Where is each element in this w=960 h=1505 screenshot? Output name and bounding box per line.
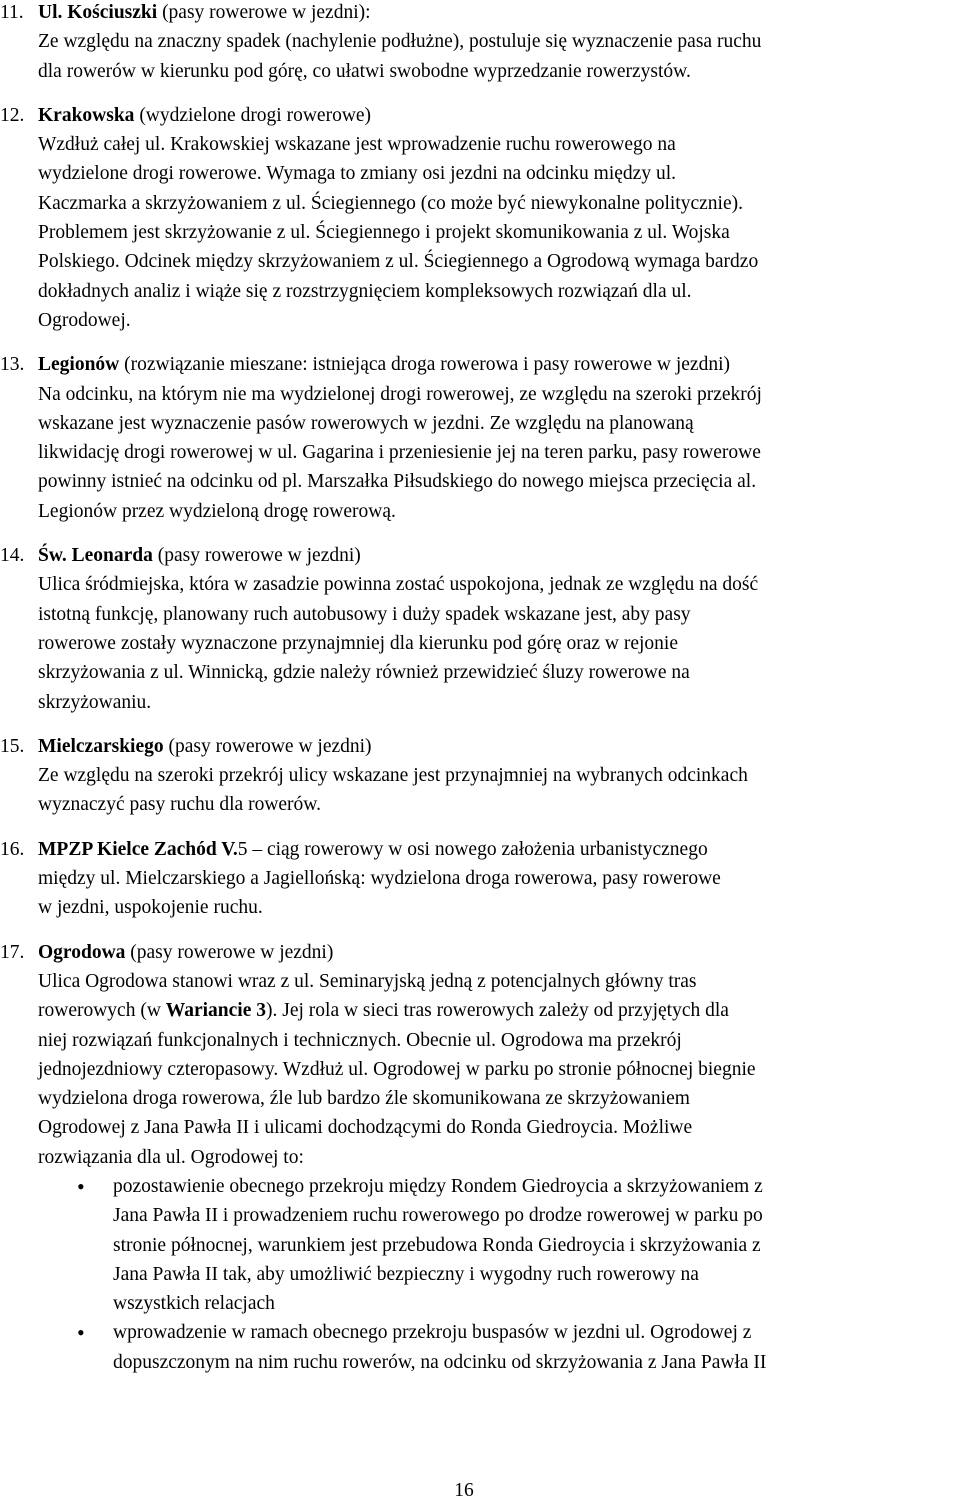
paragraph-line: w jezdni, uspokojenie ruchu. bbox=[38, 897, 263, 919]
list-item bbox=[0, 1318, 960, 1377]
section-number: 15. bbox=[0, 735, 25, 757]
list-item-line: dopuszczonym na nim ruchu rowerów, na odcinku od skrzyżowania z Jana Pawła II bbox=[113, 1351, 767, 1373]
paragraph-line: skrzyżowaniu. bbox=[38, 691, 152, 713]
section-heading bbox=[0, 101, 960, 130]
paragraph-line: istotną funkcję, planowany ruch autobusowy i duży spadek wskazane jest, aby pasy bbox=[38, 603, 691, 625]
paragraph-line: Wzdłuż całej ul. Krakowskiej wskazane jest wprowadzenie ruchu rowerowego na bbox=[38, 134, 676, 156]
section-17 bbox=[0, 938, 960, 1377]
paragraph-line: Ogrodowej z Jana Pawła II i ulicami dochodzącymi do Ronda Giedroycia. Możliwe bbox=[38, 1117, 693, 1139]
options-list bbox=[0, 1172, 960, 1377]
section-heading bbox=[0, 732, 960, 761]
section-heading bbox=[0, 0, 960, 27]
solution-type: (wydzielone drogi rowerowe) bbox=[134, 104, 372, 126]
paragraph-line: Ze względu na szeroki przekrój ulicy wskazane jest przynajmniej na wybranych odcinkach bbox=[38, 765, 748, 787]
list-item-line: wszystkich relacjach bbox=[113, 1293, 275, 1315]
variant-reference: Wariancie 3 bbox=[165, 1000, 266, 1022]
paragraph-line: wydzielone drogi rowerowe. Wymaga to zmiany osi jezdni na odcinku między ul. bbox=[38, 163, 676, 185]
paragraph-line: rozwiązania dla ul. Ogrodowej to: bbox=[38, 1146, 304, 1168]
section-number: 13. bbox=[0, 354, 25, 376]
paragraph-line: likwidację drogi rowerowej w ul. Gagarina i przeniesienie jej na teren parku, pasy rowerowe bbox=[38, 442, 761, 464]
paragraph-line: dla rowerów w kierunku pod górę, co ułatwi swobodne wyprzedzanie rowerzystów. bbox=[38, 60, 691, 82]
text-run: rowerowych (w bbox=[38, 1000, 166, 1022]
paragraph-line: skrzyżowania z ul. Winnicką, gdzie należy również przewidzieć śluzy rowerowe na bbox=[38, 662, 690, 684]
paragraph-line: Problemem jest skrzyżowanie z ul. Ściegiennego i projekt skomunikowania z ul. Wojska bbox=[38, 222, 730, 244]
paragraph-line: Ulica śródmiejska, która w zasadzie powinna zostać uspokojona, jednak ze względu na dość bbox=[38, 574, 759, 596]
paragraph-line bbox=[0, 996, 960, 1025]
paragraph-line: Ogrodowej. bbox=[38, 309, 131, 331]
section-number: 16. bbox=[0, 838, 25, 860]
section-number: 14. bbox=[0, 545, 25, 567]
street-name: Krakowska bbox=[38, 104, 135, 126]
street-name: Ogrodowa bbox=[38, 941, 126, 963]
section-14 bbox=[0, 541, 960, 717]
street-name: Legionów bbox=[38, 354, 120, 376]
list-item-line: • pozostawienie obecnego przekroju między Rondem Giedroycia a skrzyżowaniem z bbox=[113, 1175, 763, 1197]
paragraph-line: dokładnych analiz i wiąże się z rozstrzygnięciem kompleksowych rozwiązań dla ul. bbox=[38, 280, 692, 302]
street-name: Św. Leonarda bbox=[38, 545, 153, 567]
section-11 bbox=[0, 0, 960, 86]
paragraph-line: jednojezdniowy czteropasowy. Wzdłuż ul. Ogrodowej w parku po stronie północnej biegnie bbox=[38, 1058, 756, 1080]
section-heading bbox=[0, 835, 960, 864]
solution-type: (pasy rowerowe w jezdni) bbox=[163, 735, 372, 757]
solution-type: (pasy rowerowe w jezdni): bbox=[157, 2, 371, 23]
paragraph-line: między ul. Mielczarskiego a Jagiellońską: wydzielona droga rowerowa, pasy rowerowe bbox=[38, 868, 721, 890]
paragraph-line: wskazane jest wyznaczenie pasów rowerowych w jezdni. Ze względu na planowaną bbox=[38, 412, 694, 434]
solution-type: (rozwiązanie mieszane: istniejąca droga rowerowa i pasy rowerowe w jezdni) bbox=[119, 354, 730, 376]
paragraph-line: Kaczmarka a skrzyżowaniem z ul. Ściegiennego (co może być niewykonalne politycznie). bbox=[38, 192, 743, 214]
section-heading bbox=[0, 938, 960, 967]
paragraph-line: Polskiego. Odcinek między skrzyżowaniem z ul. Ściegiennego a Ogrodową wymaga bardzo bbox=[38, 251, 759, 273]
section-12 bbox=[0, 101, 960, 335]
paragraph-line: powinny istnieć na odcinku od pl. Marszałka Piłsudskiego do nowego miejsca przecięcia al. bbox=[38, 471, 757, 493]
solution-type: 5 – ciąg rowerowy w osi nowego założenia urbanistycznego bbox=[237, 838, 708, 860]
solution-type: (pasy rowerowe w jezdni) bbox=[125, 941, 334, 963]
street-name: Mielczarskiego bbox=[38, 735, 164, 757]
paragraph-line: Na odcinku, na którym nie ma wydzielonej drogi rowerowej, ze względu na szeroki przekrój bbox=[38, 383, 762, 405]
paragraph-line: Legionów przez wydzieloną drogę rowerową. bbox=[38, 500, 396, 522]
section-16 bbox=[0, 835, 960, 923]
section-number: 11. bbox=[0, 2, 24, 23]
paragraph-line: niej rozwiązań funkcjonalnych i technicznych. Obecnie ul. Ogrodowa ma przekrój bbox=[38, 1029, 682, 1051]
paragraph-line: wyznaczyć pasy ruchu dla rowerów. bbox=[38, 794, 321, 816]
page-number: 16 bbox=[454, 1480, 474, 1501]
list-item-line: Jana Pawła II i prowadzeniem ruchu rowerowego po drodze rowerowej w parku po bbox=[113, 1205, 763, 1227]
list-item-line: Jana Pawła II tak, aby umożliwić bezpieczny i wygodny ruch rowerowy na bbox=[113, 1263, 699, 1285]
street-name: Ul. Kościuszki bbox=[38, 2, 158, 23]
list-item bbox=[0, 1172, 960, 1318]
text-run: ). Jej rola w sieci tras rowerowych zależy od przyjętych dla bbox=[266, 1000, 729, 1022]
paragraph-line: Ulica Ogrodowa stanowi wraz z ul. Seminaryjską jedną z potencjalnych główny tras bbox=[38, 970, 697, 992]
plan-name: MPZP Kielce Zachód V. bbox=[38, 838, 238, 860]
section-number: 12. bbox=[0, 104, 25, 126]
list-item-line: • wprowadzenie w ramach obecnego przekroju buspasów w jezdni ul. Ogrodowej z bbox=[113, 1322, 752, 1344]
section-number: 17. bbox=[0, 941, 25, 963]
solution-type: (pasy rowerowe w jezdni) bbox=[152, 545, 361, 567]
list-item-line: stronie północnej, warunkiem jest przebudowa Ronda Giedroycia i skrzyżowania z bbox=[113, 1234, 761, 1256]
paragraph-line: Ze względu na znaczny spadek (nachylenie podłużne), postuluje się wyznaczenie pasa ruchu bbox=[38, 31, 762, 53]
section-heading bbox=[0, 541, 960, 570]
paragraph-line: wydzielona droga rowerowa, źle lub bardzo źle skomunikowana ze skrzyżowaniem bbox=[38, 1088, 690, 1110]
section-15 bbox=[0, 732, 960, 820]
section-13 bbox=[0, 350, 960, 526]
section-heading bbox=[0, 350, 960, 379]
paragraph-line: rowerowe zostały wyznaczone przynajmniej dla kierunku pod górę oraz w rejonie bbox=[38, 632, 678, 654]
